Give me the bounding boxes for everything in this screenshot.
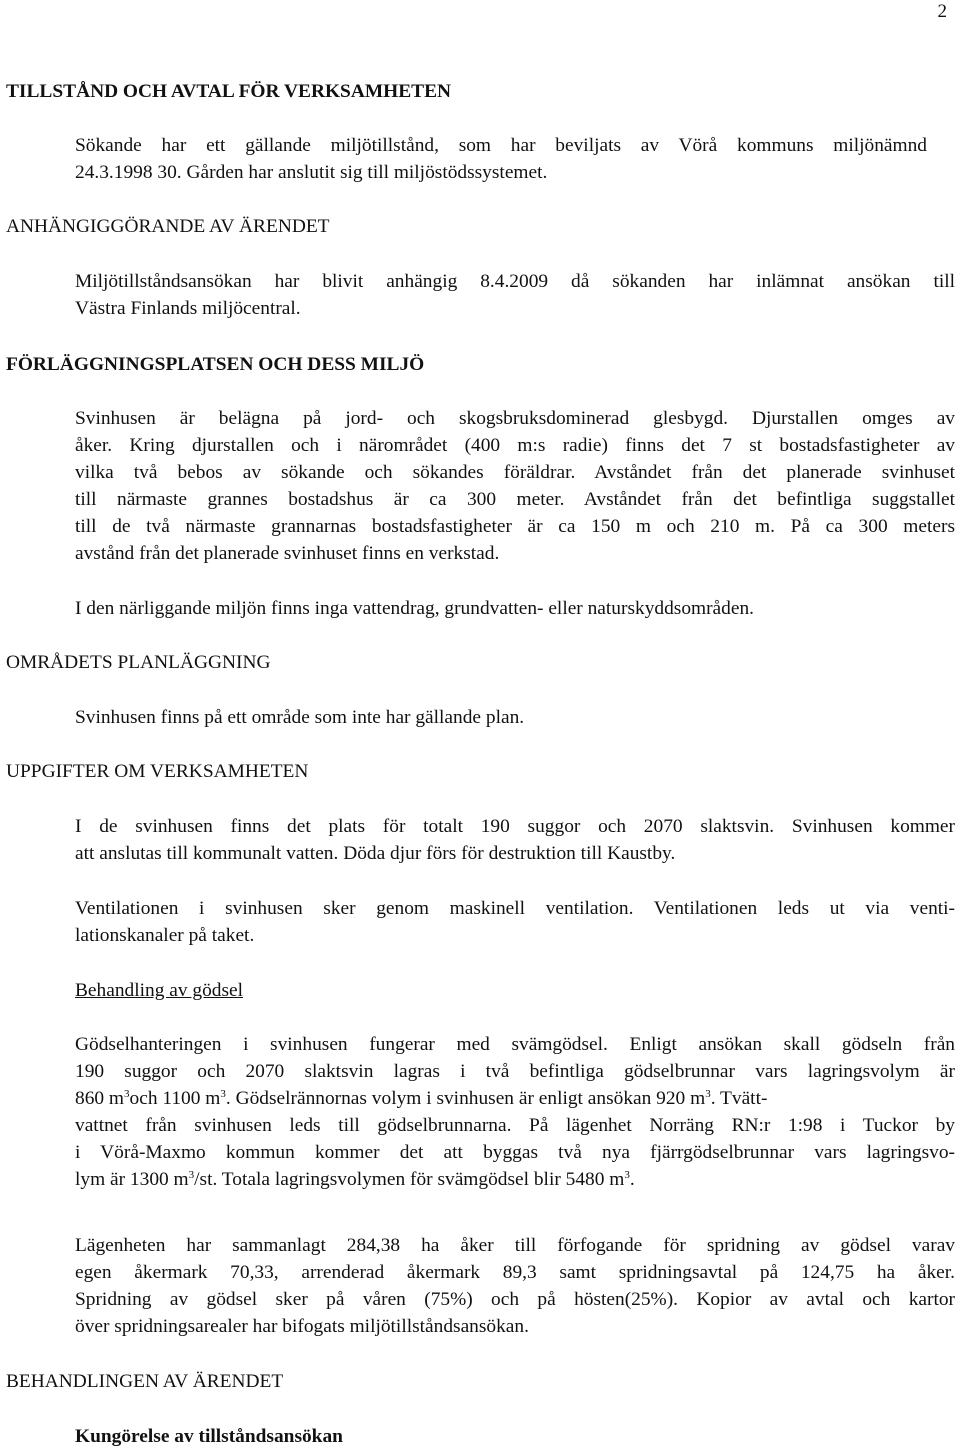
- body-line-total-volume: lym är 1300 $m^3/st$. Totala lagringsvolymen för svämgödsel blir 5480 $m^3$.: [75, 1169, 635, 1190]
- body-line: Västra Finlands miljöcentral.: [75, 298, 301, 319]
- body-line: I de svinhusen finns det plats för totalt 190 suggor och 2070 slaktsvin. Svinhusen kommer: [75, 816, 955, 837]
- body-line: Gödselhanteringen i svinhusen fungerar med svämgödsel. Enligt ansökan skall gödseln från: [75, 1034, 955, 1055]
- body-line: vilka två bebos av sökande och sökandes föräldrar. Avståndet från det planerade svinhuset: [75, 462, 955, 483]
- section-heading-anhangiggorande: ANHÄNGIGGÖRANDE AV ÄRENDET: [6, 216, 330, 237]
- body-line: lationskanaler på taket.: [75, 925, 255, 946]
- body-line: över spridningsarealer har bifogats miljötillståndsansökan.: [75, 1316, 529, 1337]
- section-heading-planlaggning: OMRÅDETS PLANLÄGGNING: [6, 652, 271, 673]
- body-line: egen åkermark 70,33, arrenderad åkermark 89,3 samt spridningsavtal på 124,75 ha åker.: [75, 1262, 955, 1283]
- body-line: i Vörå-Maxmo kommun kommer det att byggas två nya fjärrgödselbrunnar vars lagringsvo-: [75, 1142, 955, 1163]
- body-line: att anslutas till kommunalt vatten. Döda djur förs för destruktion till Kaustby.: [75, 843, 676, 864]
- body-line: I den närliggande miljön finns inga vattendrag, grundvatten- eller naturskyddsområden.: [75, 598, 755, 619]
- section-heading-verksamheten: UPPGIFTER OM VERKSAMHETEN: [6, 761, 309, 782]
- subheading-kungorelse: Kungörelse av tillståndsansökan: [75, 1426, 343, 1447]
- body-line: Svinhusen är belägna på jord- och skogsbruksdominerad glesbygd. Djurstallen omges av: [75, 408, 955, 429]
- body-line-volumes: 860 $m^3och$ 1100 $m^3$. Gödselrännornas volym i svinhusen är enligt ansökan 920 $m^3$. Tvätt-: [75, 1088, 768, 1109]
- body-line: till de två närmaste grannarnas bostadsfastigheter är ca 150 m och 210 m. På ca 300 meters: [75, 516, 955, 537]
- page-number: 2: [937, 1, 947, 22]
- body-line: Lägenheten har sammanlagt 284,38 ha åker till förfogande för spridning av gödsel varav: [75, 1235, 955, 1256]
- subheading-behandling-av-godsel: Behandling av gödsel: [75, 980, 244, 1001]
- body-line: 190 suggor och 2070 slaktsvin lagras i två befintliga gödselbrunnar vars lagringsvolym är: [75, 1061, 955, 1082]
- body-line: Spridning av gödsel sker på våren (75%) och på hösten(25%). Kopior av avtal och kartor: [75, 1289, 955, 1310]
- body-line: Sökande har ett gällande miljötillstånd, som har beviljats av Vörå kommuns miljönämnd: [75, 135, 927, 156]
- section-heading-forlaggningsplatsen: FÖRLÄGGNINGSPLATSEN OCH DESS MILJÖ: [6, 354, 425, 375]
- body-line: Ventilationen i svinhusen sker genom maskinell ventilation. Ventilationen leds ut via venti-: [75, 898, 955, 919]
- body-line: Svinhusen finns på ett område som inte har gällande plan.: [75, 707, 525, 728]
- body-line: åker. Kring djurstallen och i närområdet (400 m:s radie) finns det 7 st bostadsfastigheter av: [75, 435, 955, 456]
- body-line: till närmaste grannes bostadshus är ca 300 meter. Avståndet från det befintliga suggstallet: [75, 489, 955, 510]
- body-line: 24.3.1998 30. Gården har anslutit sig till miljöstödssystemet.: [75, 162, 548, 183]
- body-line: avstånd från det planerade svinhuset finns en verkstad.: [75, 543, 500, 564]
- section-heading-behandlingen: BEHANDLINGEN AV ÄRENDET: [6, 1371, 284, 1392]
- body-line: vattnet från svinhusen leds till gödselbrunnarna. På lägenhet Norräng RN:r 1:98 i Tuckor by: [75, 1115, 955, 1136]
- section-heading-tillstand: TILLSTÅND OCH AVTAL FÖR VERKSAMHETEN: [6, 81, 452, 102]
- body-line: Miljötillståndsansökan har blivit anhängig 8.4.2009 då sökanden har inlämnat ansökan till: [75, 271, 955, 292]
